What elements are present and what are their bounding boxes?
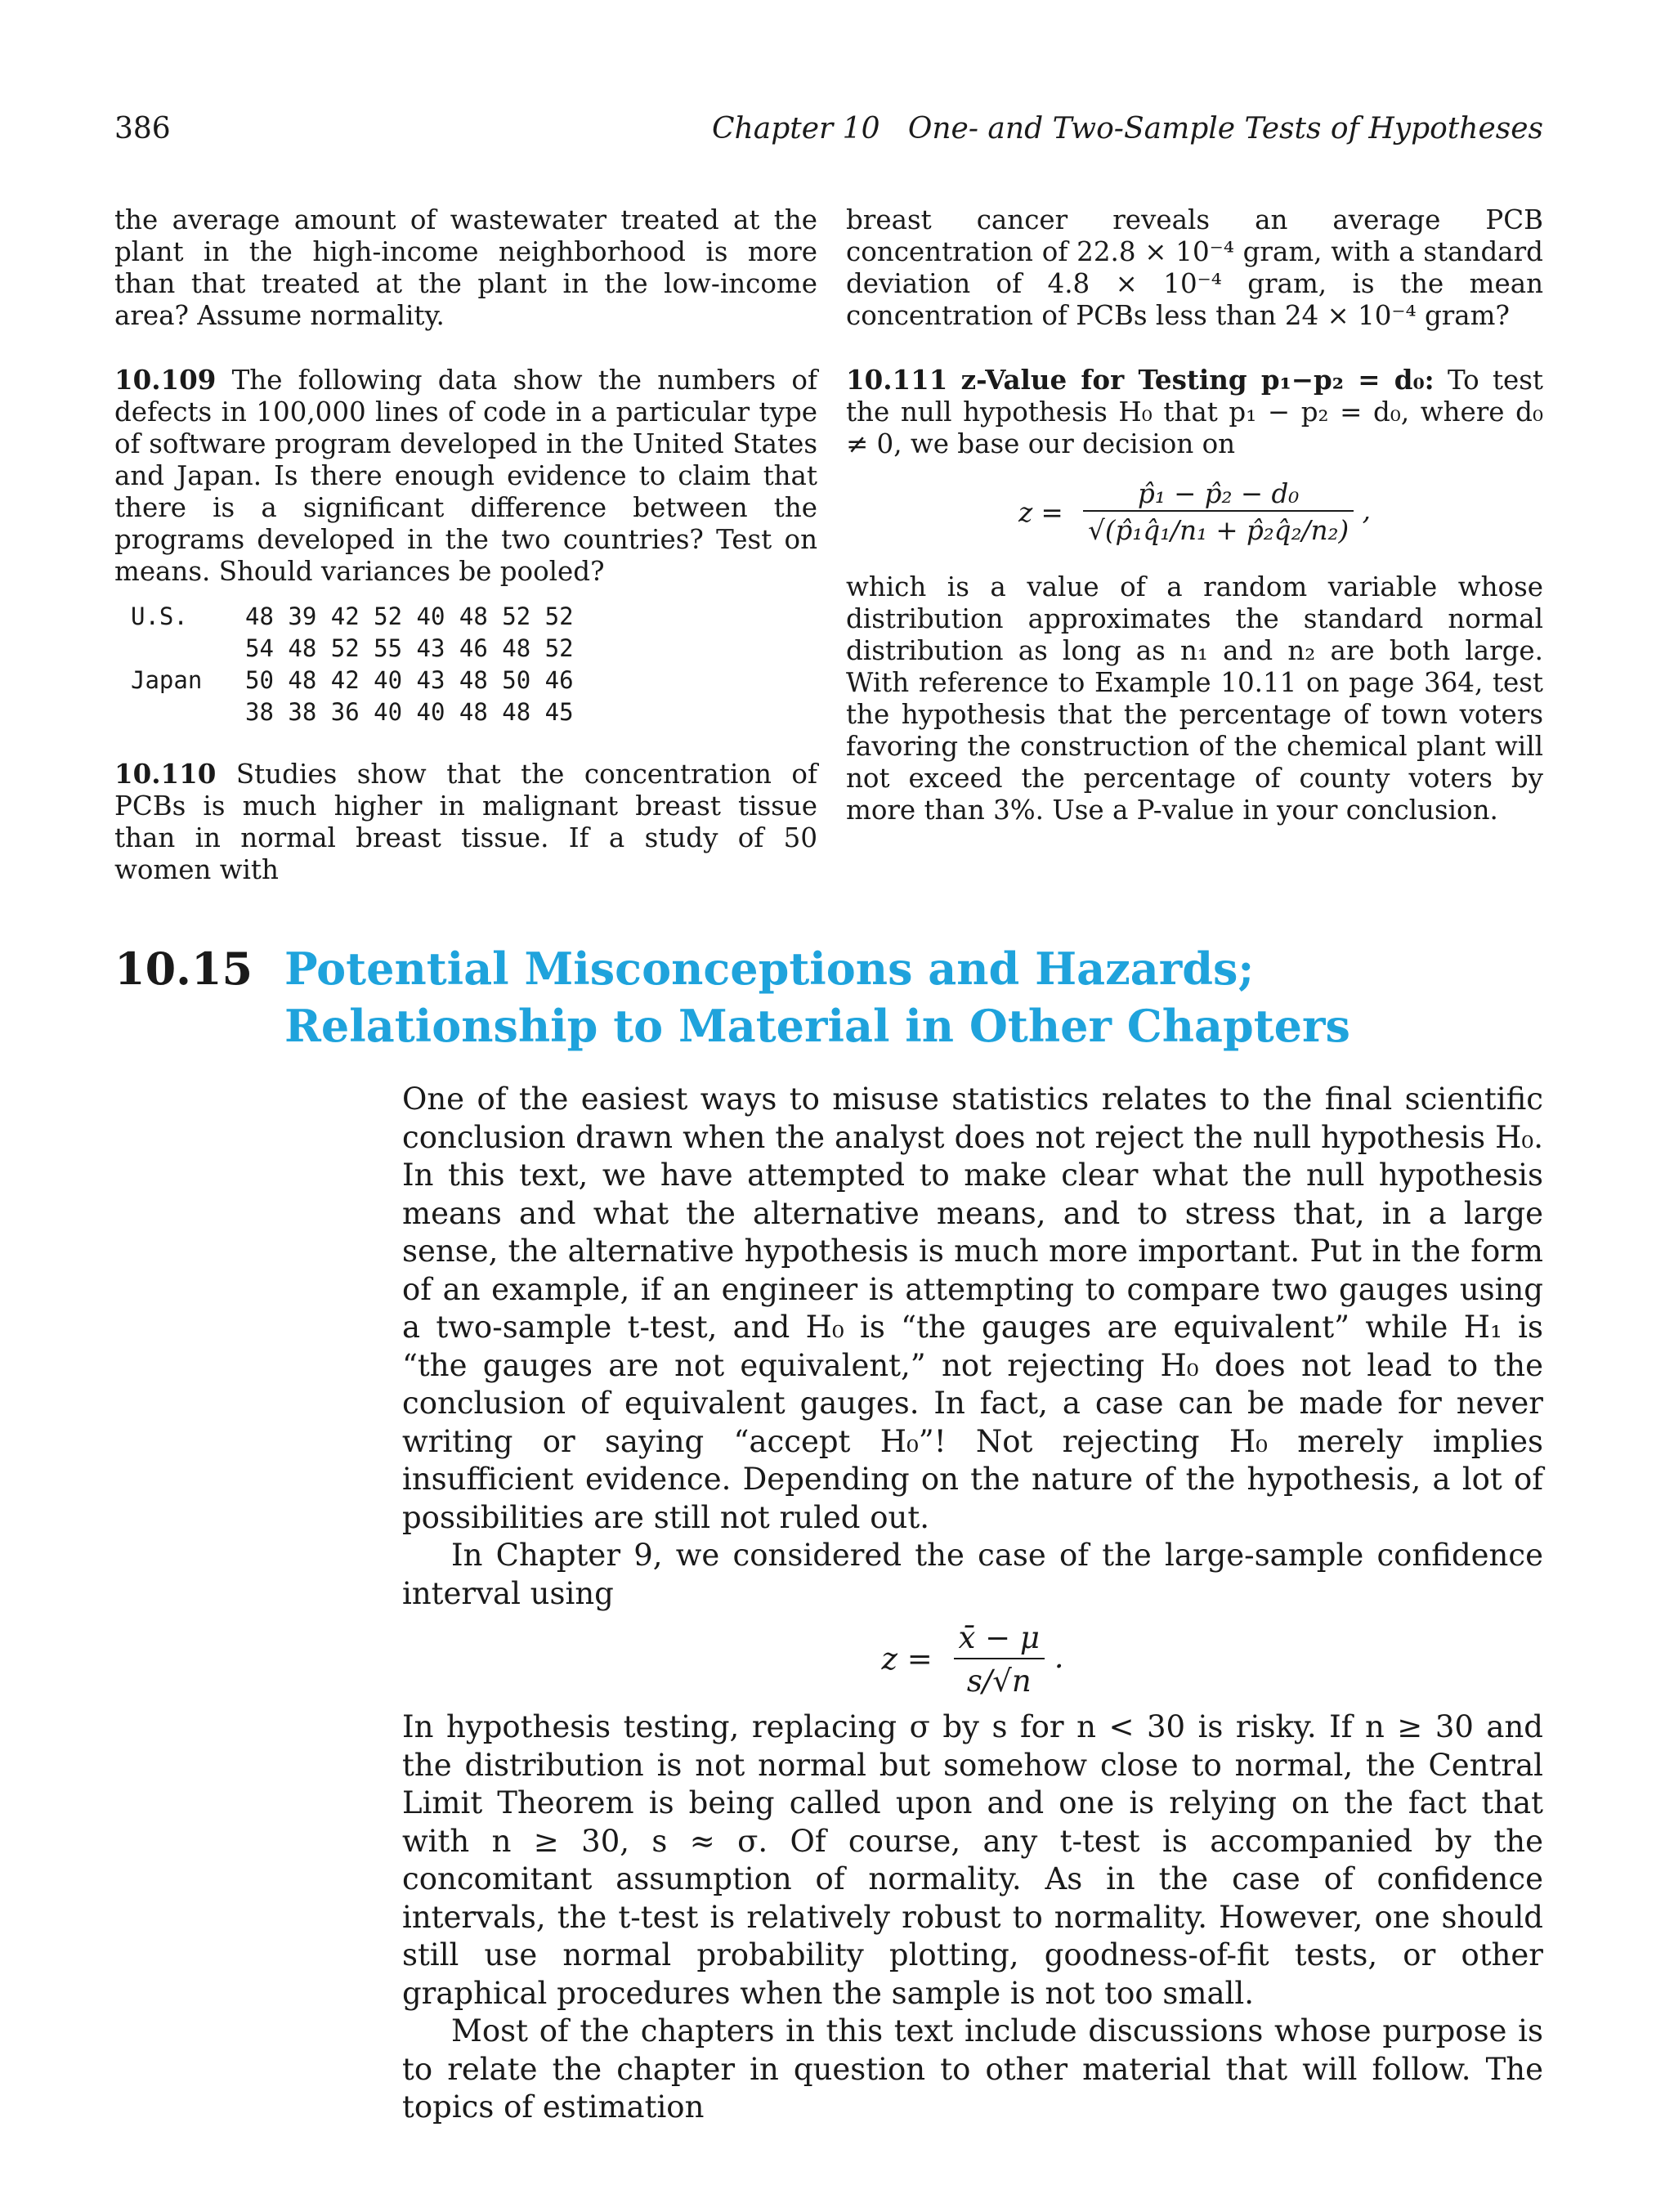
section-title-line: Potential Misconceptions and Hazards; <box>284 943 1255 995</box>
body-paragraph: One of the easiest ways to misuse statistics relates to the final scientific conclusion drawn when the analyst does not reject the null hypothesis H₀. In this text, we have attempted to make clear what the null hypothesis means and what the alternative means, and to stress that, in a large sense, the alternative hypothesis is much more important. Put in the form of an example, if an engineer is attempting to compare two gauges using a two-sample t-test, and H₀ is “the gauges are equivalent” while H₁ is “the gauges are not equivalent,” not rejecting H₀ does not lead to the conclusion of equivalent gauges. In fact, a case can be made for never writing or saying “accept H₀”! Not rejecting H₀ merely implies insufficient evidence. Depending on the nature of the hypothesis, a lot of possibilities are still not ruled out. <box>402 1081 1543 1535</box>
formula-denominator: s/√n <box>954 1658 1045 1701</box>
exercise-10-111 <box>846 364 1543 460</box>
exercise-continuation: the average amount of wastewater treated at the plant in the high-income neighborhood is more than that treated at the plant in the low-income area? Assume normality. <box>114 204 817 331</box>
table-row <box>114 696 574 728</box>
body-paragraph: In Chapter 9, we considered the case of the large-sample confidence interval using <box>402 1538 1543 1611</box>
values-cell: 54 48 52 55 43 46 48 52 <box>245 634 574 662</box>
values-cell: 48 39 42 52 40 48 52 52 <box>245 602 574 630</box>
right-column <box>846 204 1543 826</box>
values-cell: 38 38 36 40 40 48 48 45 <box>245 698 574 726</box>
table-row <box>114 665 574 696</box>
country-cell <box>114 696 245 728</box>
left-column <box>114 204 817 886</box>
formula-fraction <box>1083 478 1354 547</box>
formula-denominator: √(p̂₁q̂₁/n₁ + p̂₂q̂₂/n₂) <box>1083 510 1354 547</box>
table-row <box>114 601 574 633</box>
exercise-continuation: breast cancer reveals an average PCB concentration of 22.8 × 10⁻⁴ gram, with a standard deviation of 4.8 × 10⁻⁴ gram, is the mean concentration of PCBs less than 24 × 10⁻⁴ gram? <box>846 204 1543 331</box>
section-title-line: Relationship to Material in Other Chapters <box>284 1000 1350 1052</box>
formula-end: . <box>1054 1640 1064 1675</box>
exercise-10-109 <box>114 364 817 588</box>
formula-lhs: z = <box>881 1641 933 1677</box>
formula-fraction <box>954 1619 1045 1700</box>
body-paragraph: Most of the chapters in this text include discussions whose purpose is to relate the chapter in question to other material that will follow. The topics of estimation <box>402 2013 1543 2125</box>
exercise-10-110 <box>114 758 817 886</box>
large-sample-z-formula <box>402 1619 1543 1700</box>
formula-numerator: x̄ − μ <box>958 1620 1040 1655</box>
country-cell <box>114 633 245 665</box>
exercise-title: z-Value for Testing p₁−p₂ = d₀: <box>960 364 1435 396</box>
formula-numerator: p̂₁ − p̂₂ − d₀ <box>1138 478 1300 509</box>
chapter-running-head: Chapter 10 One- and Two-Sample Tests of Hypotheses <box>712 112 1543 146</box>
exercise-number: 10.111 <box>846 364 948 396</box>
formula-lhs: z = <box>1018 496 1063 528</box>
exercise-text: The following data show the numbers of defects in 100,000 lines of code in a particular type of software program developed in the United States and Japan. Is there enough evidence to claim that there is a significant difference between the programs developed in the two countries? Test on means. Should variances be pooled? <box>114 365 817 587</box>
z-value-formula <box>846 478 1543 547</box>
page-number: 386 <box>114 112 171 146</box>
exercise-text: To test the null hypothesis H₀ that p₁ − p₂ = d₀, where d₀ ≠ 0, we base our decision on <box>846 365 1543 459</box>
exercise-number: 10.109 <box>114 364 217 396</box>
defects-data-table <box>114 601 574 728</box>
country-cell: U.S. <box>131 602 188 630</box>
section-body <box>402 1081 1543 2127</box>
exercise-number: 10.110 <box>114 758 217 790</box>
formula-end: , <box>1362 495 1371 526</box>
section-title <box>284 940 1560 1055</box>
country-cell: Japan <box>131 666 203 694</box>
exercise-text: Studies show that the concentration of PCBs is much higher in malignant breast tissue than in normal breast tissue. If a study of 50 women with <box>114 759 817 885</box>
table-row <box>114 633 574 665</box>
values-cell: 50 48 42 40 43 48 50 46 <box>245 666 574 694</box>
section-number: 10.15 <box>114 943 253 995</box>
body-paragraph: In hypothesis testing, replacing σ by s for n < 30 is risky. If n ≥ 30 and the distribution is not normal but somehow close to normal, the Central Limit Theorem is being called upon and one is relying on the fact that with n ≥ 30, s ≈ σ. Of course, any t-test is accompanied by the concomitant assumption of normality. As in the case of confidence intervals, the t-test is relatively robust to normality. However, one should still use normal probability plotting, goodness-of-fit tests, or other graphical procedures when the sample is not too small. <box>402 1709 1543 2011</box>
exercise-text: which is a value of a random variable whose distribution approximates the standard normal distribution as long as n₁ and n₂ are both large. With reference to Example 10.11 on page 364, test the hypothesis that the percentage of town voters favoring the construction of the chemical plant will not exceed the percentage of county voters by more than 3%. Use a P-value in your conclusion. <box>846 571 1543 826</box>
